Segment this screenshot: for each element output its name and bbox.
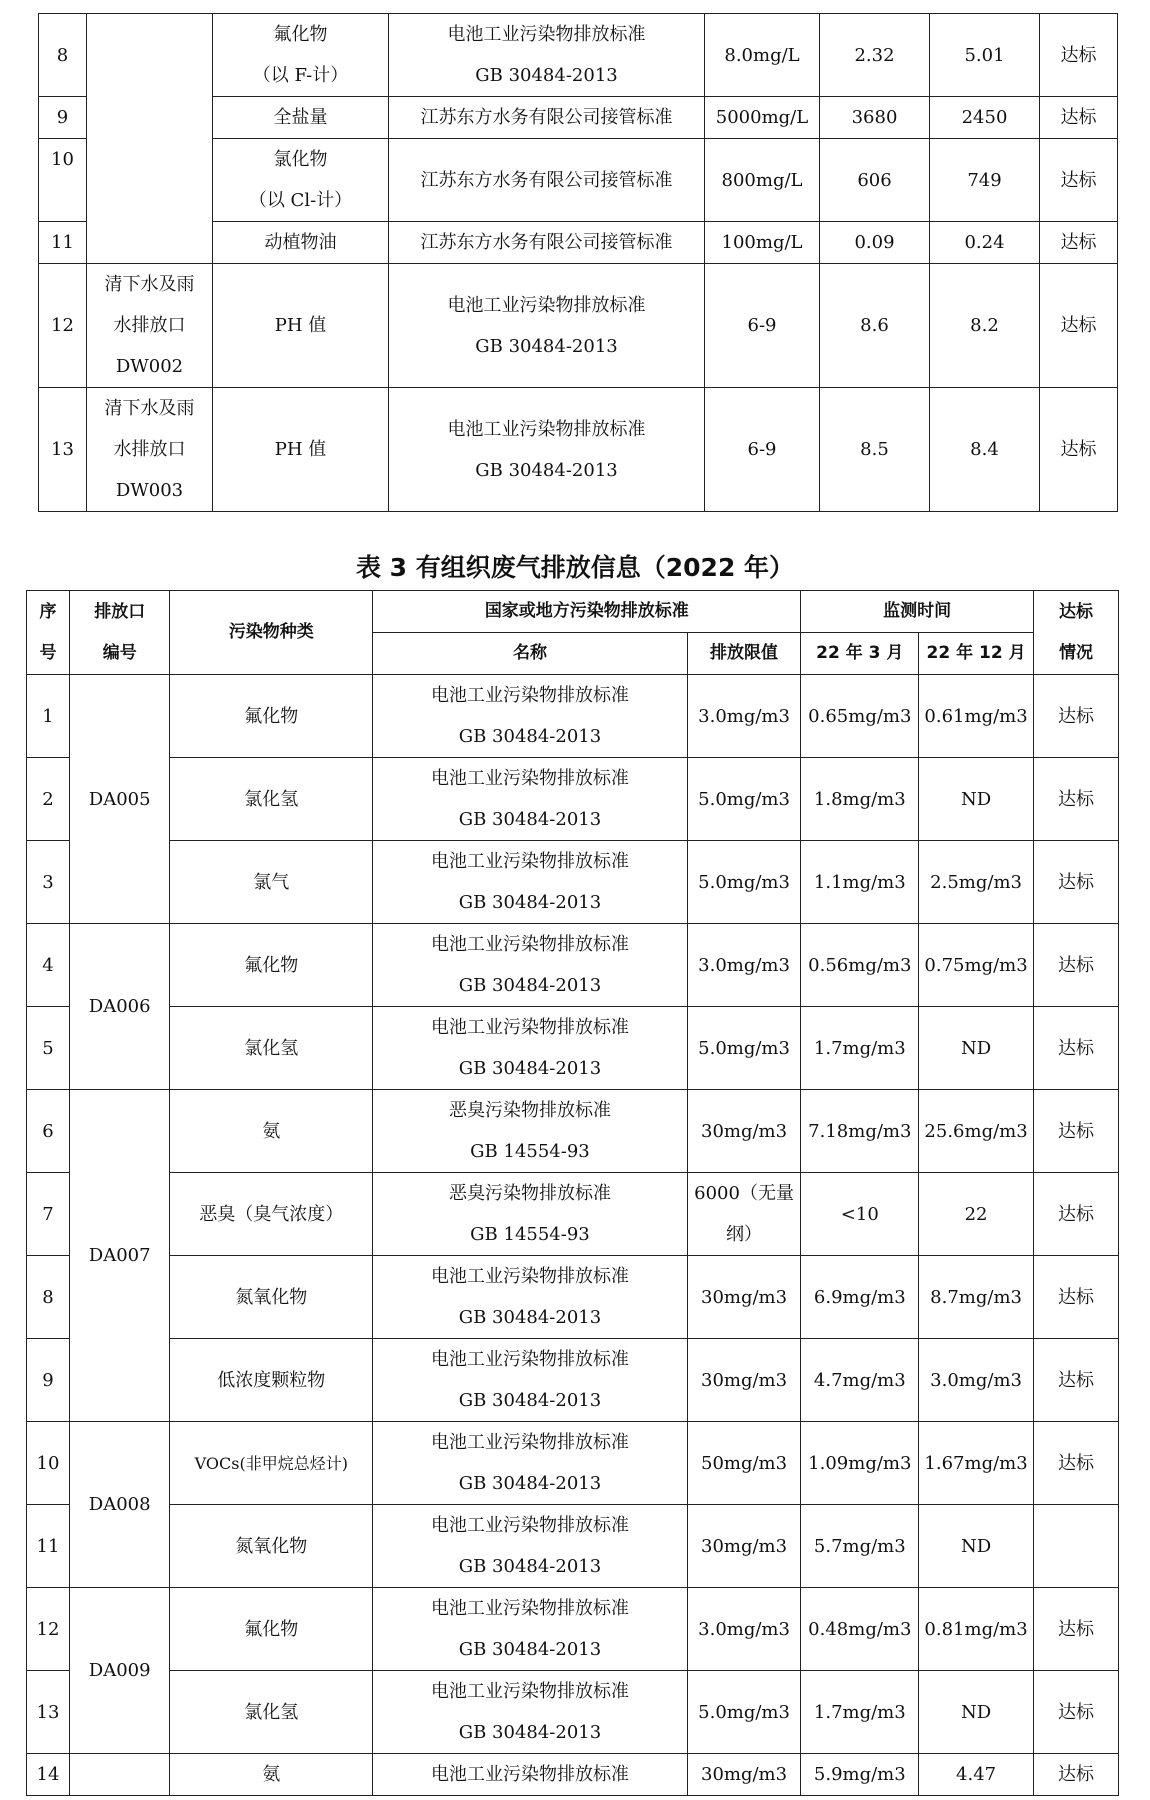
value-cell: ND <box>919 1505 1034 1588</box>
row-no: 10 <box>39 139 87 222</box>
limit-cell: 50mg/m3 <box>687 1422 801 1505</box>
pollutant-cell: 氯化氢 <box>170 1671 373 1754</box>
row-no: 3 <box>27 841 70 924</box>
header-outlet: 排放口 编号 <box>70 591 170 675</box>
table-row <box>39 14 1118 97</box>
value-cell: 4.7mg/m3 <box>801 1339 919 1422</box>
pollutant-cell: 氮氧化物 <box>170 1505 373 1588</box>
table-row <box>27 1007 1119 1090</box>
pollutant-cell: PH 值 <box>213 388 389 512</box>
row-no: 1 <box>27 675 70 758</box>
row-no: 13 <box>27 1671 70 1754</box>
value-cell: 8.7mg/m3 <box>919 1256 1034 1339</box>
row-no: 6 <box>27 1090 70 1173</box>
limit-cell: 30mg/m3 <box>687 1256 801 1339</box>
status-cell: 达标 <box>1040 97 1118 139</box>
limit-cell: 100mg/L <box>705 222 820 264</box>
value-cell: 8.5 <box>820 388 930 512</box>
header-month-1: 22 年 3 月 <box>801 633 919 675</box>
header-monitor-group: 监测时间 <box>801 591 1034 633</box>
table-row <box>27 1256 1119 1339</box>
limit-cell: 30mg/m3 <box>687 1505 801 1588</box>
value-cell: 5.9mg/m3 <box>801 1754 919 1796</box>
table-row <box>27 1173 1119 1256</box>
standard-cell: 电池工业污染物排放标准 GB 30484-2013 <box>373 1256 687 1339</box>
standard-cell: 电池工业污染物排放标准 GB 30484-2013 <box>389 14 705 97</box>
table-row <box>27 1588 1119 1671</box>
status-cell <box>1033 1505 1118 1588</box>
row-no: 10 <box>27 1422 70 1505</box>
standard-cell: 电池工业污染物排放标准 GB 30484-2013 <box>373 1339 687 1422</box>
value-cell: 0.24 <box>930 222 1040 264</box>
row-no: 14 <box>27 1754 70 1796</box>
limit-cell: 5.0mg/m3 <box>687 758 801 841</box>
standard-cell: 电池工业污染物排放标准 GB 30484-2013 <box>389 264 705 388</box>
header-no: 序 号 <box>27 591 70 675</box>
row-no: 9 <box>27 1339 70 1422</box>
pollutant-cell: 全盐量 <box>213 97 389 139</box>
pollutant-cell: 氟化物 <box>170 1588 373 1671</box>
value-cell: <10 <box>801 1173 919 1256</box>
value-cell: 22 <box>919 1173 1034 1256</box>
standard-cell: 电池工业污染物排放标准 GB 30484-2013 <box>373 924 687 1007</box>
value-cell: 3.0mg/m3 <box>919 1339 1034 1422</box>
table-row <box>39 388 1118 512</box>
pollutant-cell: 氯化氢 <box>170 1007 373 1090</box>
value-cell: 606 <box>820 139 930 222</box>
standard-cell: 电池工业污染物排放标准 GB 30484-2013 <box>373 1588 687 1671</box>
status-cell: 达标 <box>1033 758 1118 841</box>
value-cell: 1.1mg/m3 <box>801 841 919 924</box>
status-cell: 达标 <box>1033 1339 1118 1422</box>
pollutant-cell: 氯气 <box>170 841 373 924</box>
value-cell: 1.7mg/m3 <box>801 1671 919 1754</box>
value-cell: ND <box>919 758 1034 841</box>
limit-cell: 6-9 <box>705 264 820 388</box>
header-standard-group: 国家或地方污染物排放标准 <box>373 591 801 633</box>
limit-cell: 3.0mg/m3 <box>687 1588 801 1671</box>
row-no: 11 <box>39 222 87 264</box>
pollutant-cell: VOCs(非甲烷总烃计) <box>170 1422 373 1505</box>
pollutant-cell: 氨 <box>170 1754 373 1796</box>
waste-gas-table <box>26 590 1119 1796</box>
limit-cell: 6000（无量 纲） <box>687 1173 801 1256</box>
outlet-cell: 清下水及雨 水排放口 DW002 <box>87 264 213 388</box>
wastewater-table <box>38 13 1118 512</box>
value-cell: 3680 <box>820 97 930 139</box>
value-cell: 0.81mg/m3 <box>919 1588 1034 1671</box>
value-cell: 0.09 <box>820 222 930 264</box>
standard-cell: 电池工业污染物排放标准 GB 30484-2013 <box>389 388 705 512</box>
pollutant-cell: 氯化氢 <box>170 758 373 841</box>
value-cell: 7.18mg/m3 <box>801 1090 919 1173</box>
header-row <box>27 591 1119 633</box>
limit-cell: 30mg/m3 <box>687 1090 801 1173</box>
value-cell: 1.09mg/m3 <box>801 1422 919 1505</box>
row-no: 12 <box>39 264 87 388</box>
status-cell: 达标 <box>1033 675 1118 758</box>
standard-cell: 电池工业污染物排放标准 GB 30484-2013 <box>373 841 687 924</box>
limit-cell: 5.0mg/m3 <box>687 1007 801 1090</box>
standard-cell: 江苏东方水务有限公司接管标准 <box>389 222 705 264</box>
standard-cell: 电池工业污染物排放标准 GB 30484-2013 <box>373 1422 687 1505</box>
pollutant-cell: 氟化物 <box>170 675 373 758</box>
table-row <box>27 758 1119 841</box>
status-cell: 达标 <box>1033 1422 1118 1505</box>
standard-cell: 电池工业污染物排放标准 GB 30484-2013 <box>373 1007 687 1090</box>
value-cell: 1.8mg/m3 <box>801 758 919 841</box>
limit-cell: 6-9 <box>705 388 820 512</box>
value-cell: 0.48mg/m3 <box>801 1588 919 1671</box>
pollutant-cell: PH 值 <box>213 264 389 388</box>
status-cell: 达标 <box>1040 388 1118 512</box>
standard-cell: 电池工业污染物排放标准 GB 30484-2013 <box>373 675 687 758</box>
status-cell: 达标 <box>1040 14 1118 97</box>
value-cell: 6.9mg/m3 <box>801 1256 919 1339</box>
status-cell: 达标 <box>1040 139 1118 222</box>
standard-cell: 电池工业污染物排放标准 GB 30484-2013 <box>373 758 687 841</box>
value-cell: 0.75mg/m3 <box>919 924 1034 1007</box>
status-cell: 达标 <box>1033 1173 1118 1256</box>
standard-cell: 江苏东方水务有限公司接管标准 <box>389 97 705 139</box>
limit-cell: 8.0mg/L <box>705 14 820 97</box>
status-cell: 达标 <box>1040 222 1118 264</box>
status-cell: 达标 <box>1033 1256 1118 1339</box>
standard-cell: 电池工业污染物排放标准 GB 30484-2013 <box>373 1671 687 1754</box>
table-row <box>27 1505 1119 1588</box>
standard-cell: 江苏东方水务有限公司接管标准 <box>389 139 705 222</box>
table-row <box>27 1090 1119 1173</box>
pollutant-cell: 氯化物 （以 Cl-计） <box>213 139 389 222</box>
status-cell: 达标 <box>1033 1588 1118 1671</box>
value-cell: 4.47 <box>919 1754 1034 1796</box>
table-row <box>27 1671 1119 1754</box>
outlet-cell: DA007 <box>70 1090 170 1422</box>
limit-cell: 5000mg/L <box>705 97 820 139</box>
status-cell: 达标 <box>1033 1090 1118 1173</box>
limit-cell: 30mg/m3 <box>687 1339 801 1422</box>
value-cell: 5.01 <box>930 14 1040 97</box>
limit-cell: 5.0mg/m3 <box>687 1671 801 1754</box>
table-row <box>27 841 1119 924</box>
value-cell: 0.65mg/m3 <box>801 675 919 758</box>
header-standard-name: 名称 <box>373 633 687 675</box>
outlet-cell: DA008 <box>70 1422 170 1588</box>
row-no: 4 <box>27 924 70 1007</box>
table-row <box>27 924 1119 1007</box>
row-no: 2 <box>27 758 70 841</box>
limit-cell: 30mg/m3 <box>687 1754 801 1796</box>
value-cell: 8.6 <box>820 264 930 388</box>
status-cell: 达标 <box>1033 924 1118 1007</box>
outlet-cell: 清下水及雨 水排放口 DW003 <box>87 388 213 512</box>
table-row <box>27 1754 1119 1796</box>
value-cell: 1.67mg/m3 <box>919 1422 1034 1505</box>
pollutant-cell: 恶臭（臭气浓度） <box>170 1173 373 1256</box>
value-cell: 749 <box>930 139 1040 222</box>
pollutant-cell: 氮氧化物 <box>170 1256 373 1339</box>
outlet-cell: DA006 <box>70 924 170 1090</box>
table-row <box>27 1422 1119 1505</box>
value-cell: 2.32 <box>820 14 930 97</box>
table-row <box>27 1339 1119 1422</box>
value-cell: 0.56mg/m3 <box>801 924 919 1007</box>
row-no: 8 <box>39 14 87 97</box>
table-title: 表 3 有组织废气排放信息（2022 年） <box>355 553 795 582</box>
outlet-cell: DA009 <box>70 1588 170 1754</box>
value-cell: 1.7mg/m3 <box>801 1007 919 1090</box>
standard-cell: 恶臭污染物排放标准 GB 14554-93 <box>373 1173 687 1256</box>
value-cell: 25.6mg/m3 <box>919 1090 1034 1173</box>
row-no: 11 <box>27 1505 70 1588</box>
row-no: 8 <box>27 1256 70 1339</box>
value-cell: ND <box>919 1671 1034 1754</box>
standard-cell: 恶臭污染物排放标准 GB 14554-93 <box>373 1090 687 1173</box>
header-pollutant: 污染物种类 <box>170 591 373 675</box>
table-row <box>39 264 1118 388</box>
status-cell: 达标 <box>1033 841 1118 924</box>
outlet-cell: DA005 <box>70 675 170 924</box>
row-no: 9 <box>39 97 87 139</box>
value-cell: 8.4 <box>930 388 1040 512</box>
outlet-cell <box>70 1754 170 1796</box>
outlet-cell <box>87 14 213 264</box>
row-no: 12 <box>27 1588 70 1671</box>
pollutant-cell: 氟化物 <box>170 924 373 1007</box>
pollutant-cell: 动植物油 <box>213 222 389 264</box>
header-limit: 排放限值 <box>687 633 801 675</box>
pollutant-cell: 低浓度颗粒物 <box>170 1339 373 1422</box>
limit-cell: 800mg/L <box>705 139 820 222</box>
row-no: 5 <box>27 1007 70 1090</box>
standard-cell: 电池工业污染物排放标准 <box>373 1754 687 1796</box>
header-month-2: 22 年 12 月 <box>919 633 1034 675</box>
value-cell: 2450 <box>930 97 1040 139</box>
status-cell: 达标 <box>1033 1007 1118 1090</box>
pollutant-cell: 氟化物 （以 F-计） <box>213 14 389 97</box>
row-no: 13 <box>39 388 87 512</box>
limit-cell: 3.0mg/m3 <box>687 924 801 1007</box>
value-cell: 5.7mg/m3 <box>801 1505 919 1588</box>
status-cell: 达标 <box>1033 1754 1118 1796</box>
row-no: 7 <box>27 1173 70 1256</box>
table-row <box>27 675 1119 758</box>
value-cell: 2.5mg/m3 <box>919 841 1034 924</box>
limit-cell: 5.0mg/m3 <box>687 841 801 924</box>
header-status: 达标 情况 <box>1033 591 1118 675</box>
limit-cell: 3.0mg/m3 <box>687 675 801 758</box>
value-cell: 0.61mg/m3 <box>919 675 1034 758</box>
status-cell: 达标 <box>1033 1671 1118 1754</box>
standard-cell: 电池工业污染物排放标准 GB 30484-2013 <box>373 1505 687 1588</box>
pollutant-cell: 氨 <box>170 1090 373 1173</box>
value-cell: ND <box>919 1007 1034 1090</box>
status-cell: 达标 <box>1040 264 1118 388</box>
value-cell: 8.2 <box>930 264 1040 388</box>
